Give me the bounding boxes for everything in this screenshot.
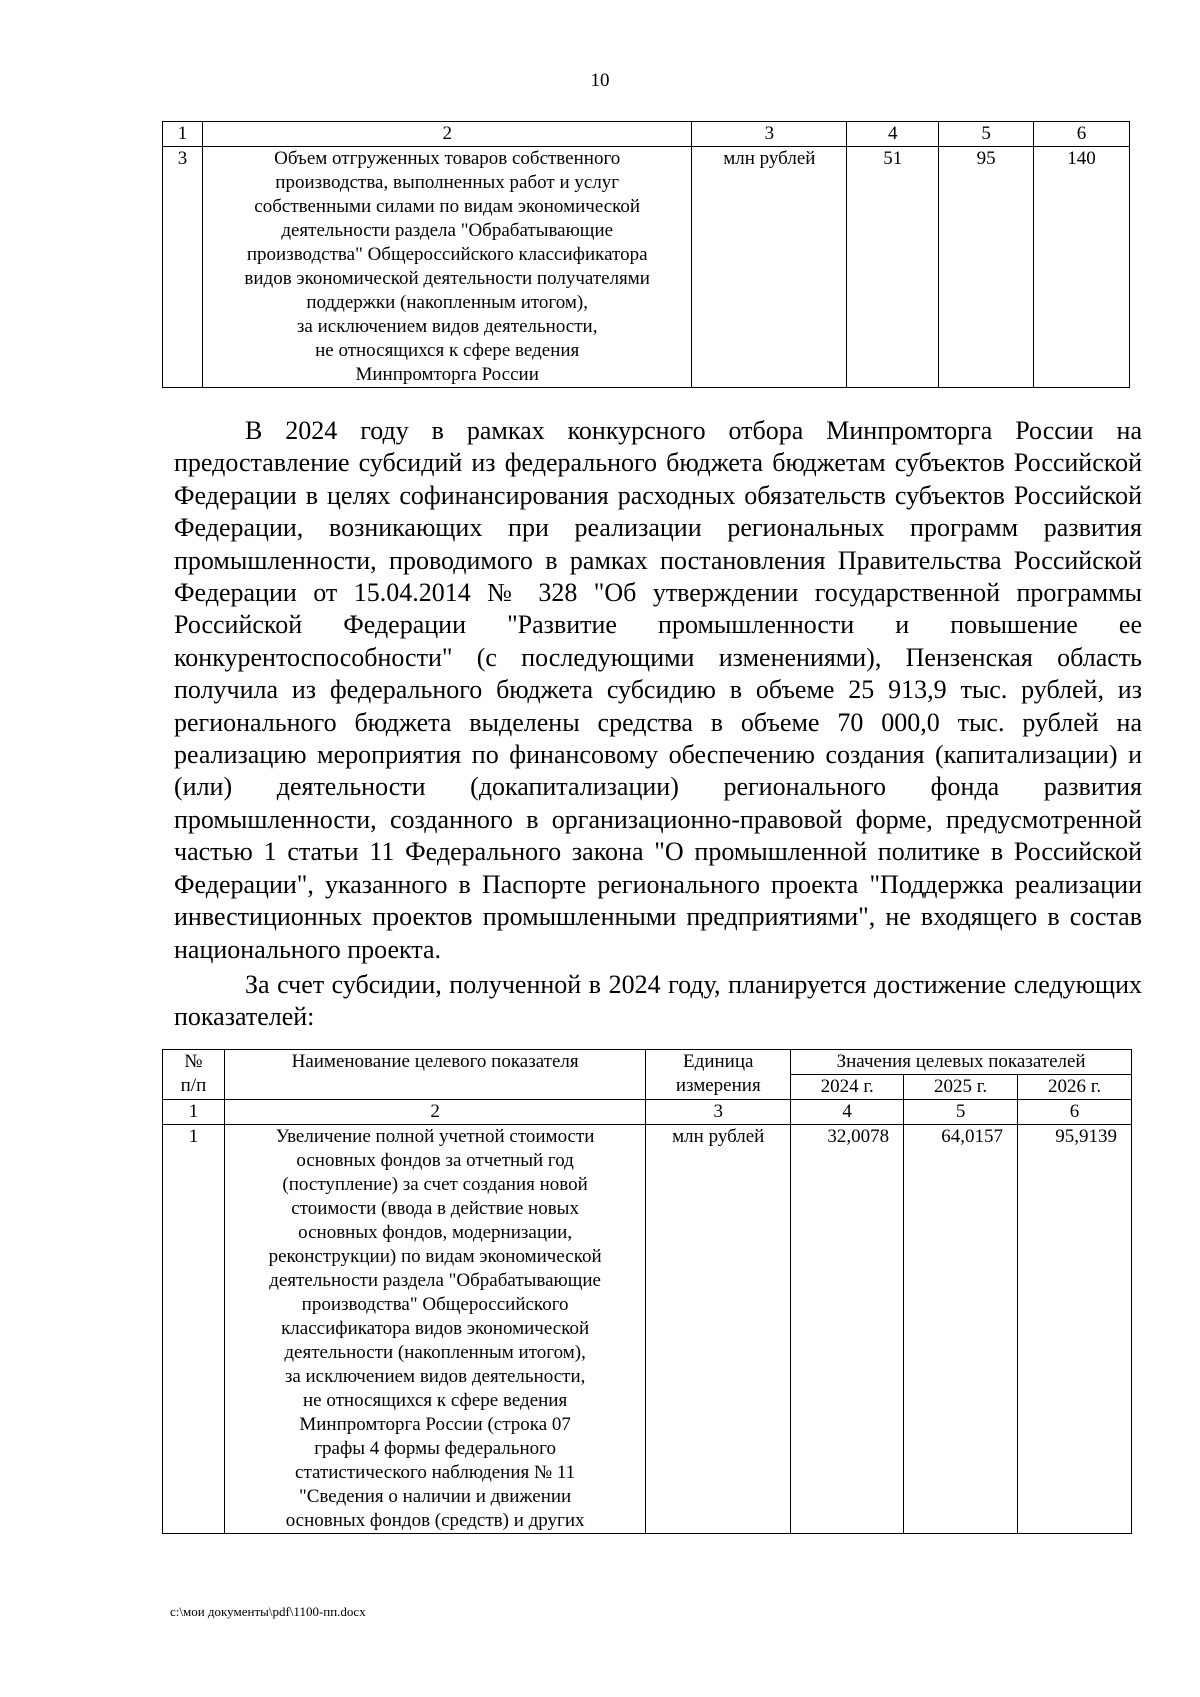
column-number-5: 5 [904, 1100, 1018, 1125]
indicator-name-line: не относящихся к сфере ведения [315, 340, 580, 361]
table-row [163, 1125, 1132, 1534]
year-header-2025: 2025 г. [904, 1075, 1018, 1100]
row-number: 3 [163, 147, 203, 388]
number-header-line2: п/п [180, 1075, 207, 1096]
indicator-table-continued [162, 121, 1130, 388]
indicator-name-line: поддержки (накопленным итогом), [306, 292, 588, 313]
indicator-name-line: производства, выполненных работ и услуг [275, 172, 620, 193]
number-header [163, 1050, 225, 1100]
number-header-line1: № [184, 1051, 203, 1072]
value-cell-col4: 51 [847, 147, 939, 388]
unit-header [646, 1050, 791, 1100]
value-cell-col5: 95 [939, 147, 1034, 388]
indicator-name-line: видов экономической деятельности получателями [244, 268, 650, 289]
unit-cell: млн рублей [692, 147, 847, 388]
indicator-name-line: графы 4 формы федерального [314, 1438, 556, 1459]
indicator-name-line: стоимости (ввода в действие новых [291, 1198, 579, 1219]
indicator-name-header: Наименование целевого показателя [224, 1050, 645, 1100]
column-number-2: 2 [224, 1100, 645, 1125]
indicator-name-line: за исключением видов деятельности, [296, 316, 598, 337]
column-number-5: 5 [939, 122, 1034, 147]
table-header-row [163, 1050, 1132, 1075]
indicators-intro-paragraph: За счет субсидии, полученной в 2024 году, планируется достижение следующих показателей: [174, 970, 1142, 1032]
indicator-name-line: производства" Общероссийского [301, 1294, 569, 1315]
indicator-name-line: основных фондов, модернизации, [298, 1222, 573, 1243]
unit-cell: млн рублей [646, 1125, 791, 1534]
column-number-1: 1 [163, 122, 203, 147]
table-row [163, 147, 1130, 388]
indicator-name-line: статистического наблюдения № 11 [295, 1462, 576, 1483]
indicator-name-line: "Сведения о наличии и движении [298, 1486, 572, 1507]
column-number-1: 1 [163, 1100, 225, 1125]
indicator-name-line: Минпромторга России [355, 364, 539, 385]
indicator-name-line: Увеличение полной учетной стоимости [275, 1126, 595, 1147]
main-paragraph: В 2024 году в рамках конкурсного отбора Минпромторга России на предоставление субсидий из федерального бюджета бюджетам субъектов Российской Федерации в целях софинансирования расходных обязательств субъектов Российской Федерации, возникающих при реализации региональных программ развития промышленности, проводимого в рамках постановления Правительства Российской Федерации от 15.04.2014 № 328 "Об утверждении государственной программы Российской Федерации "Развитие промышленности и повышение ее конкурентоспособности" (с последующими изменениями), Пензенская область получила из федерального бюджета субсидию в объеме 25 913,9 тыс. рублей, из регионального бюджета выделены средства в объеме 70 000,0 тыс. рублей на реализацию мероприятия по финансовому обеспечению создания (капитализации) и (или) деятельности (докапитализации) регионального фонда развития промышленности, созданного в организационно-правовой форме, предусмотренной частью 1 статьи 11 Федерального закона "О промышленной политике в Российской Федерации", указанного в Паспорте регионального проекта "Поддержка реализации инвестиционных проектов промышленными предприятиями", не входящего в состав национального проекта. [174, 416, 1142, 964]
values-group-header: Значения целевых показателей [791, 1050, 1132, 1075]
column-number-3: 3 [646, 1100, 791, 1125]
value-cell-col6: 140 [1034, 147, 1130, 388]
indicator-name-line: Минпромторга России (строка 07 [299, 1414, 571, 1435]
row-number: 1 [163, 1125, 225, 1534]
table-header-row [163, 122, 1130, 147]
column-numbers-row [163, 1100, 1132, 1125]
value-2025: 64,0157 [904, 1125, 1018, 1534]
unit-header-line1: Единица [683, 1051, 754, 1072]
column-number-4: 4 [791, 1100, 904, 1125]
indicator-name-line: деятельности раздела "Обрабатывающие [269, 1270, 601, 1291]
column-number-6: 6 [1018, 1100, 1132, 1125]
indicator-name-line: производства" Общероссийского классификатора [246, 244, 648, 265]
indicator-name-line: не относящихся к сфере ведения [303, 1390, 568, 1411]
indicator-name-line: за исключением видов деятельности, [284, 1366, 586, 1387]
column-number-2: 2 [202, 122, 691, 147]
indicator-name [202, 147, 691, 388]
column-number-4: 4 [847, 122, 939, 147]
file-path-footer: c:\мои документы\pdf\1100-пп.docx [170, 1604, 366, 1619]
target-indicators-table [162, 1049, 1132, 1534]
indicator-name-line: (поступление) за счет создания новой [282, 1174, 588, 1195]
indicator-name-line: основных фондов за отчетный год [296, 1150, 574, 1171]
page-number: 10 [590, 70, 610, 91]
year-header-2026: 2026 г. [1018, 1075, 1132, 1100]
indicator-name-line: реконструкции) по видам экономической [268, 1246, 602, 1267]
indicator-name-line: деятельности (накопленным итогом), [284, 1342, 586, 1363]
indicator-name-line: деятельности раздела "Обрабатывающие [281, 220, 614, 241]
indicator-name-line: Объем отгруженных товаров собственного [274, 148, 621, 169]
indicator-name-line: основных фондов (средств) и других [285, 1510, 585, 1531]
year-header-2024: 2024 г. [791, 1075, 904, 1100]
value-2024: 32,0078 [791, 1125, 904, 1534]
indicator-name [224, 1125, 645, 1534]
unit-header-line2: измерения [675, 1075, 761, 1096]
indicator-name-line: собственными силами по видам экономической [254, 196, 641, 217]
value-2026: 95,9139 [1018, 1125, 1132, 1534]
column-number-3: 3 [692, 122, 847, 147]
indicator-name-line: классификатора видов экономической [281, 1318, 590, 1339]
column-number-6: 6 [1034, 122, 1130, 147]
